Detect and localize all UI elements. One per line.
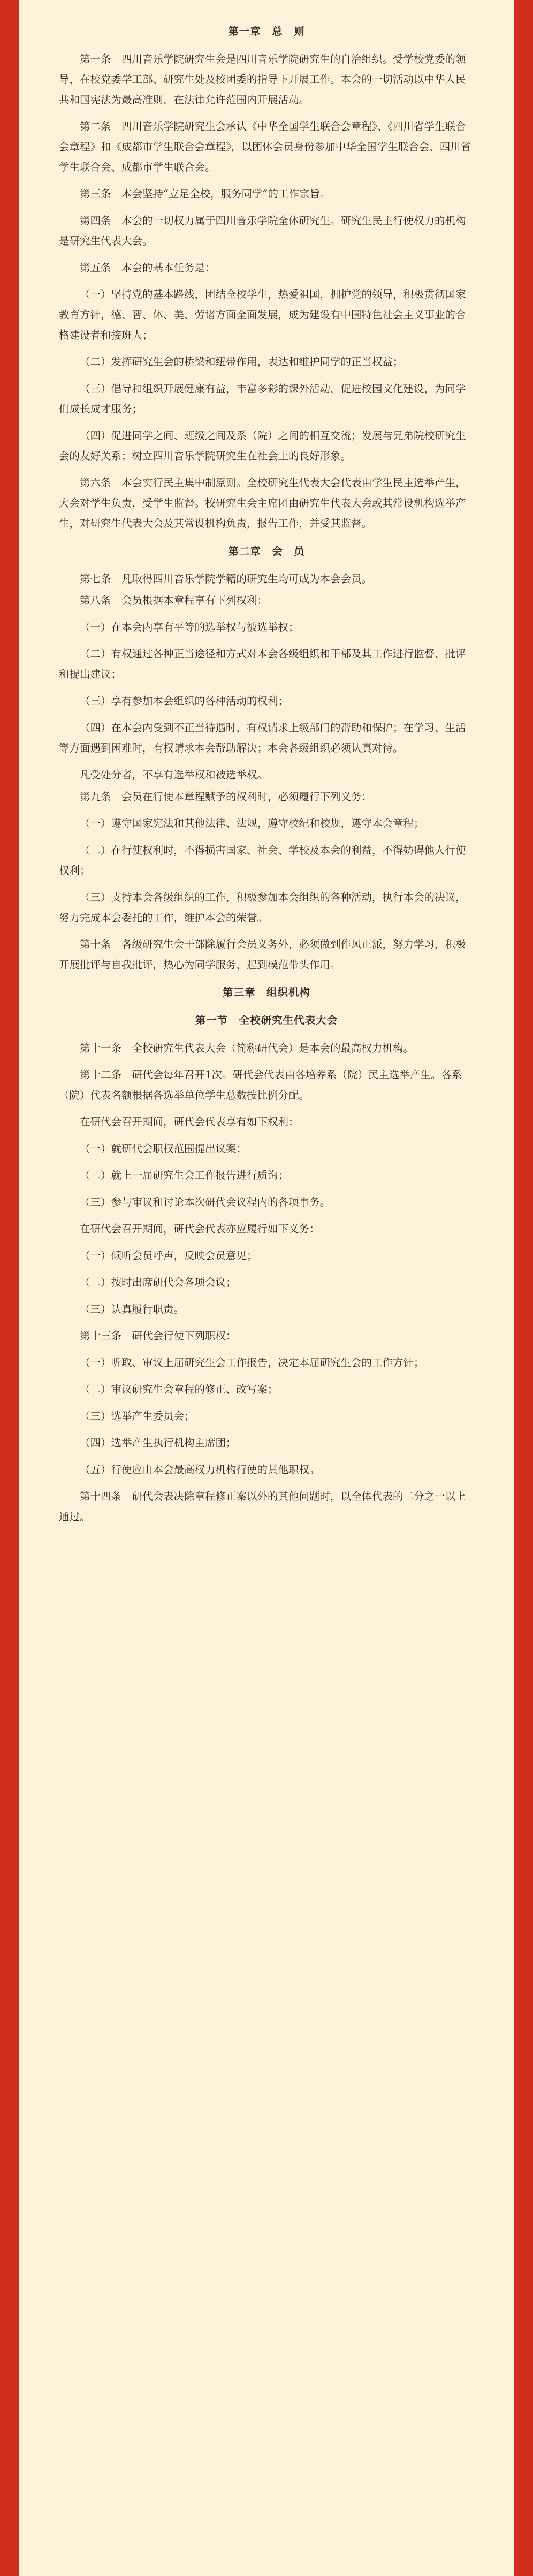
article-4: 第四条 本会的一切权力属于四川音乐学院全体研究生。研究生民主行使权力的机构是研究生代表大会。 (59, 214, 466, 248)
article-11: 第十一条 全校研究生代表大会（简称研代会）是本会的最高权力机构。 (80, 1041, 414, 1054)
article-5-item-4: （四）促进同学之间、班级之间及系（院）之间的相互交流；发展与兄弟院校研究生会的友好关系；树立四川音乐学院研究生在社会上的良好形象。 (59, 430, 466, 463)
article-9-item-1: （一）遵守国家宪法和其他法律、法规，遵守校纪和校规，遵守本会章程； (80, 817, 424, 830)
rights-intro: 在研代会召开期间，研代会代表享有如下权利： (80, 1115, 299, 1128)
chapter-1-title: 第一章 总 则 (228, 25, 305, 37)
article-10: 第十条 各级研究生会干部除履行会员义务外，必须做到作风正派，努力学习，积极开展批评与自我批评，热心为同学服务，起到模范带头作用。 (59, 938, 466, 971)
article-5-item-2: （二）发挥研究生会的桥梁和纽带作用，表达和维护同学的正当权益； (80, 356, 403, 369)
article-7: 第七条 凡取得四川音乐学院学籍的研究生均可成为本会会员。 (80, 573, 372, 586)
article-2: 第二条 四川音乐学院研究生会承认《中华全国学生联合会章程》、《四川省学生联合会章程》和《成都市学生联合会章程》，以团体会员身份参加中华全国学生联合会、四川省学生联合会、成都市学生联合会。 (59, 120, 471, 174)
article-8-item-2: （二）有权通过各种正当途径和方式对本会各级组织和干部及其工作进行监督、批评和提出建议； (59, 648, 466, 681)
article-9: 第九条 会员在行使本章程赋予的权利时，必须履行下列义务： (80, 790, 372, 803)
rights-item-2: （二）就上一届研究生会工作报告进行质询； (80, 1169, 289, 1182)
article-8-item-4: （四）在本会内受到不正当待遇时，有权请求上级部门的帮助和保护；在学习、生活等方面遇到困难时，有权请求本会帮助解决；本会各级组织必须认真对待。 (59, 722, 466, 755)
article-13-item-5: （五）行使应由本会最高权力机构行使的其他职权。 (80, 1463, 320, 1476)
section-1-title: 第一节 全校研究生代表大会 (195, 1014, 338, 1026)
article-6: 第六条 本会实行民主集中制原则。全校研究生代表大会代表由学生民主选举产生，大会对学生负责，受学生监督。校研究生会主席团由研究生代表大会或其常设机构选举产生，对研究生代表大会及其常设机构负责，报告工作，并受其监督。 (59, 477, 466, 530)
rights-item-1: （一）就研代会职权范围提出议案； (80, 1142, 247, 1155)
article-8-item-3: （三）享有参加本会组织的各种活动的权利； (80, 695, 289, 708)
article-9-item-2: （二）在行使权利时，不得损害国家、社会、学校及本会的利益，不得妨碍他人行使权利； (59, 844, 466, 877)
article-13-item-1: （一）听取、审议上届研究生会工作报告，决定本届研究生会的工作方针； (80, 1356, 424, 1369)
duties-item-3: （三）认真履行职责。 (80, 1302, 185, 1315)
chapter-2-title: 第二章 会 员 (228, 545, 305, 558)
article-1: 第一条 四川音乐学院研究生会是四川音乐学院研究生的自治组织。受学校党委的领导，在校党委学工部、研究生处及校团委的指导下开展工作。本会的一切活动以中华人民共和国宪法为最高准则，在法律允许范围内开展活动。 (59, 53, 466, 106)
article-12: 第十二条 研代会每年召开1次。研代会代表由各培养系（院）民主选举产生。各系（院）代表名额根据各选举单位学生总数按比例分配。 (59, 1068, 462, 1101)
article-5: 第五条 本会的基本任务是： (80, 262, 216, 274)
chapter-3-title: 第三章 组织机构 (222, 986, 310, 999)
article-5-item-1: （一）坚持党的基本路线，团结全校学生，热爱祖国，拥护党的领导，积极贯彻国家教育方针，德、智、体、美、劳诸方面全面发展，成为建设有中国特色社会主义事业的合格建设者和接班人； (59, 288, 466, 342)
article-8: 第八条 会员根据本章程享有下列权利： (80, 594, 268, 607)
article-13-item-2: （二）审议研究生会章程的修正、改写案； (80, 1383, 278, 1396)
article-8-note: 凡受处分者，不享有选举权和被选举权。 (80, 769, 268, 781)
duties-item-2: （二）按时出席研代会各项会议； (80, 1276, 237, 1289)
duties-intro: 在研代会召开期间，研代会代表亦应履行如下义务： (80, 1222, 320, 1235)
article-13-item-4: （四）选举产生执行机构主席团； (80, 1436, 237, 1449)
article-5-item-3: （三）倡导和组织开展健康有益，丰富多彩的课外活动，促进校园文化建设，为同学们成长成才服务； (59, 382, 466, 416)
article-9-item-3: （三）支持本会各级组织的工作，积极参加本会组织的各种活动，执行本会的决议，努力完成本会委托的工作，维护本会的荣誉。 (59, 891, 466, 924)
rights-item-3: （三）参与审议和讨论本次研代会议程内的各项事务。 (80, 1195, 331, 1208)
duties-item-1: （一）倾听会员呼声，反映会员意见； (80, 1249, 257, 1262)
document-body (59, 21, 474, 1527)
article-8-item-1: （一）在本会内享有平等的选举权与被选举权； (80, 621, 299, 634)
article-14: 第十四条 研代会表决除章程修正案以外的其他问题时，以全体代表的二分之一以上通过。 (59, 1490, 466, 1523)
document-page (19, 0, 514, 2576)
article-13-item-3: （三）选举产生委员会； (80, 1409, 195, 1422)
article-3: 第三条 本会坚持“立足全校，服务同学”的工作宗旨。 (80, 188, 331, 201)
article-13: 第十三条 研代会行使下列职权： (80, 1329, 237, 1342)
